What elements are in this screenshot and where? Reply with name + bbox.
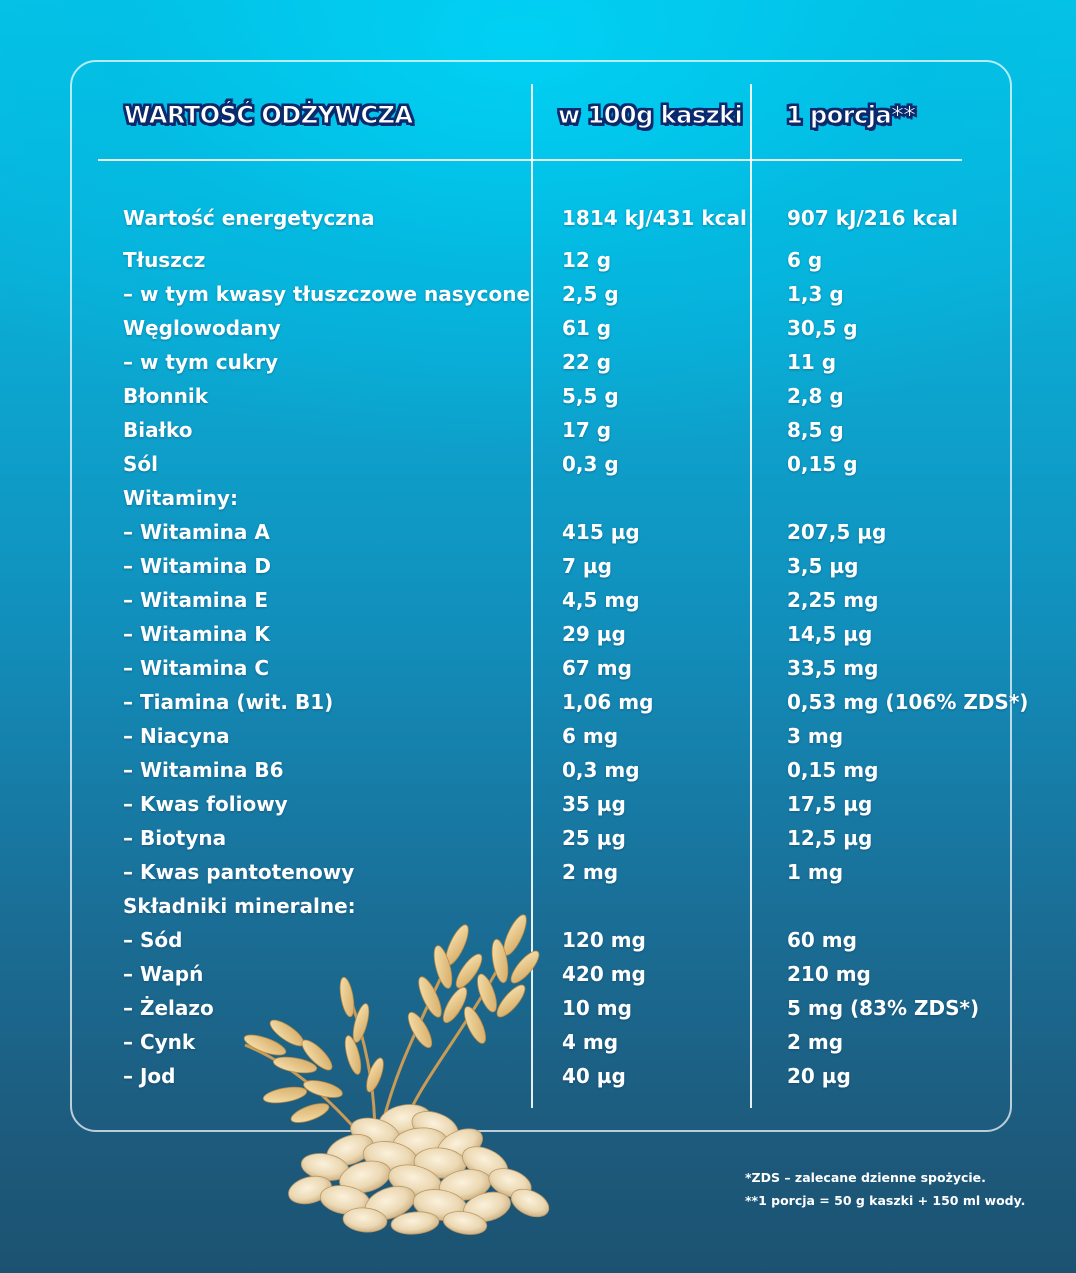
nutrient-name: – Witamina K (123, 622, 270, 646)
table-row (0, 279, 1076, 309)
value-per-portion: 17,5 µg (787, 792, 873, 816)
table-row (0, 619, 1076, 649)
nutrient-name: – Witamina B6 (123, 758, 284, 782)
value-per-portion: 1,3 g (787, 282, 844, 306)
value-per-100g: 25 µg (562, 826, 626, 850)
value-per-100g: 0,3 mg (562, 758, 640, 782)
value-per-100g: 1814 kJ/431 kcal (562, 206, 747, 230)
value-per-100g: 35 µg (562, 792, 626, 816)
value-per-portion: 2,25 mg (787, 588, 879, 612)
table-row (0, 823, 1076, 853)
value-per-100g: 6 mg (562, 724, 619, 748)
value-per-portion: 0,53 mg (106% ZDS*) (787, 690, 1029, 714)
footnotes (745, 1166, 1065, 1212)
header-divider (98, 159, 962, 161)
value-per-100g: 17 g (562, 418, 612, 442)
value-per-portion: 11 g (787, 350, 837, 374)
nutrient-name: – Sód (123, 928, 183, 952)
nutrient-name: – Biotyna (123, 826, 227, 850)
value-per-100g: 61 g (562, 316, 612, 340)
table-row (0, 721, 1076, 751)
value-per-100g: 5,5 g (562, 384, 619, 408)
value-per-100g: 67 mg (562, 656, 632, 680)
value-per-100g: 2 mg (562, 860, 619, 884)
table-row (0, 551, 1076, 581)
value-per-portion: 3,5 µg (787, 554, 859, 578)
value-per-100g: 2,5 g (562, 282, 619, 306)
value-per-100g: 40 µg (562, 1064, 626, 1088)
value-per-100g: 7 µg (562, 554, 612, 578)
table-row (0, 313, 1076, 343)
nutrient-name: Białko (123, 418, 193, 442)
table-row (0, 653, 1076, 683)
table-row (0, 347, 1076, 377)
nutrient-name: Tłuszcz (123, 248, 206, 272)
value-per-portion: 12,5 µg (787, 826, 873, 850)
value-per-100g: 415 µg (562, 520, 640, 544)
value-per-portion: 207,5 µg (787, 520, 887, 544)
value-per-portion: 3 mg (787, 724, 844, 748)
table-row (0, 789, 1076, 819)
table-row (0, 449, 1076, 479)
value-per-portion: 2 mg (787, 1030, 844, 1054)
value-per-100g: 10 mg (562, 996, 632, 1020)
table-row (0, 517, 1076, 547)
table-row (0, 203, 1076, 233)
value-per-100g: 4,5 mg (562, 588, 640, 612)
value-per-portion: 14,5 µg (787, 622, 873, 646)
nutrient-name: Węglowodany (123, 316, 281, 340)
nutrient-name: – Wapń (123, 962, 204, 986)
nutrient-name: – Witamina C (123, 656, 270, 680)
value-per-100g: 4 mg (562, 1030, 619, 1054)
value-per-portion: 20 µg (787, 1064, 851, 1088)
nutrient-name: Wartość energetyczna (123, 206, 375, 230)
value-per-100g: 120 mg (562, 928, 646, 952)
value-per-portion: 6 g (787, 248, 823, 272)
nutrient-name: – Jod (123, 1064, 176, 1088)
nutrient-name: – Kwas pantotenowy (123, 860, 355, 884)
value-per-portion: 0,15 g (787, 452, 858, 476)
value-per-portion: 30,5 g (787, 316, 858, 340)
nutrient-name: – Witamina D (123, 554, 271, 578)
nutrient-name: Sól (123, 452, 158, 476)
table-row (0, 585, 1076, 615)
footnote-portion: **1 porcja = 50 g kaszki + 150 ml wody. (745, 1193, 1026, 1208)
nutrient-name: Błonnik (123, 384, 209, 408)
value-per-100g: 29 µg (562, 622, 626, 646)
value-per-portion: 8,5 g (787, 418, 844, 442)
nutrient-name: – Niacyna (123, 724, 230, 748)
table-row (0, 857, 1076, 887)
nutrient-name: – w tym cukry (123, 350, 279, 374)
value-per-portion: 5 mg (83% ZDS*) (787, 996, 980, 1020)
oat-flakes-and-oat-stalks-icon (225, 905, 585, 1235)
nutrient-name: – Witamina E (123, 588, 268, 612)
table-row (0, 755, 1076, 785)
nutrient-name: – Żelazo (123, 996, 214, 1020)
nutrient-name: – Tiamina (wit. B1) (123, 690, 334, 714)
value-per-100g: 420 mg (562, 962, 646, 986)
table-row (0, 415, 1076, 445)
nutrient-name: Składniki mineralne: (123, 894, 356, 918)
table-row (0, 245, 1076, 275)
table-row (0, 483, 1076, 513)
value-per-100g: 12 g (562, 248, 612, 272)
nutrient-name: – Cynk (123, 1030, 196, 1054)
nutrient-name: Witaminy: (123, 486, 238, 510)
value-per-portion: 60 mg (787, 928, 857, 952)
footnote-zds: *ZDS – zalecane dzienne spożycie. (745, 1170, 986, 1185)
table-row (0, 381, 1076, 411)
value-per-100g: 0,3 g (562, 452, 619, 476)
nutrient-name: – w tym kwasy tłuszczowe nasycone (123, 282, 531, 306)
nutrient-name: – Kwas foliowy (123, 792, 288, 816)
value-per-100g: 22 g (562, 350, 612, 374)
value-per-portion: 33,5 mg (787, 656, 879, 680)
table-row (0, 687, 1076, 717)
value-per-portion: 907 kJ/216 kcal (787, 206, 958, 230)
value-per-portion: 1 mg (787, 860, 844, 884)
nutrient-name: – Witamina A (123, 520, 270, 544)
value-per-portion: 210 mg (787, 962, 871, 986)
value-per-100g: 1,06 mg (562, 690, 654, 714)
header-per-100g: w 100g kaszki (558, 101, 743, 129)
value-per-portion: 0,15 mg (787, 758, 879, 782)
value-per-portion: 2,8 g (787, 384, 844, 408)
header-nutrition-value: WARTOŚĆ ODŻYWCZA (124, 101, 413, 129)
header-per-portion: 1 porcja** (786, 101, 916, 129)
